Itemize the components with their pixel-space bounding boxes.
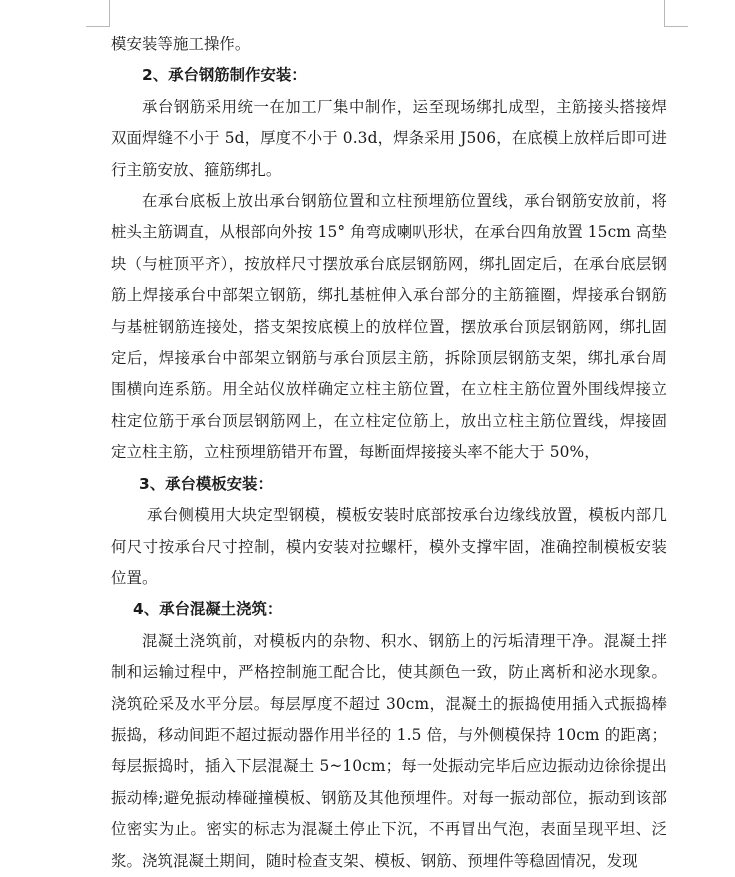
section-heading-4: 4、承台混凝土浇筑： (133, 600, 283, 619)
section-heading-2: 2、承台钢筋制作安装： (142, 66, 307, 85)
crop-mark-top-left-vertical (109, 0, 110, 26)
paragraph-continuation: 模安装等施工操作。 (111, 35, 251, 53)
paragraph-concrete-pouring: 混凝土浇筑前，对模板内的杂物、积水、钢筋上的污垢清理干净。混凝土拌制和运输过程中，严格控制施工配合比，使其颜色一致，防止离析和泌水现象。浇筑砼采及水平分层。每层厚度不超过 30cm，混凝土的振捣使用插入式振捣棒振捣，移动间距不超过振动器作用半径的 1.5 倍，与外侧模保持 10cm 的距离；每层振捣时，插入下层混凝土 5~10cm；每一处振动完毕后应边振动边徐徐提出振动棒;避免振动棒碰撞模板、钢筋及其他预埋件。对每一振动部位，振动到该部位密实为止。密实的标志为混凝土停止下沉，不再冒出气泡，表面呈现平坦、泛浆。浇筑混凝土期间，随时检查支架、模板、钢筋、预埋件等稳固情况，发现 (111, 631, 667, 870)
paragraph-rebar-installation: 在承台底板上放出承台钢筋位置和立柱预埋筋位置线，承台钢筋安放前，将桩头主筋调直，从根部向外按 15° 角弯成喇叭形状，在承台四角放置 15cm 高垫块（与桩顶平齐），按放样尺寸摆放承台底层钢筋网，绑扎固定后，在承台底层钢筋上焊接承台中部架立钢筋，绑扎基桩伸入承台部分的主筋箍圈，焊接承台钢筋与基桩钢筋连接处，搭支架按底模上的放样位置，摆放承台顶层钢筋网，绑扎固定后，焊接承台中部架立钢筋与承台顶层主筋，拆除顶层钢筋支架，绑扎承台周围横向连系筋。用全站仪放样确定立柱主筋位置，在立柱主筋位置外围线焊接立柱定位筋于承台顶层钢筋网上，在立柱定位筋上，放出立柱主筋位置线，焊接固定立柱主筋，立柱预埋筋错开布置，每断面焊接接头率不能大于 50%， (111, 192, 667, 462)
crop-mark-top-left-horizontal (86, 26, 110, 27)
paragraph-formwork: 承台侧模用大块定型钢模，模板安装时底部按承台边缘线放置，模板内部几何尺寸按承台尺寸控制，模内安装对拉螺杆，模外支撑牢固，准确控制模板安装位置。 (111, 506, 667, 587)
paragraph-rebar-fabrication: 承台钢筋采用统一在加工厂集中制作，运至现场绑扎成型，主筋接头搭接焊双面焊缝不小于 5d，厚度不小于 0.3d，焊条采用 J506，在底模上放样后即可进行主筋安放、箍筋绑扎。 (111, 97, 667, 179)
crop-mark-top-right-vertical (664, 0, 665, 26)
section-heading-3: 3、承台模板安装： (139, 474, 273, 493)
document-body (111, 29, 667, 877)
crop-mark-top-right-horizontal (664, 26, 688, 27)
